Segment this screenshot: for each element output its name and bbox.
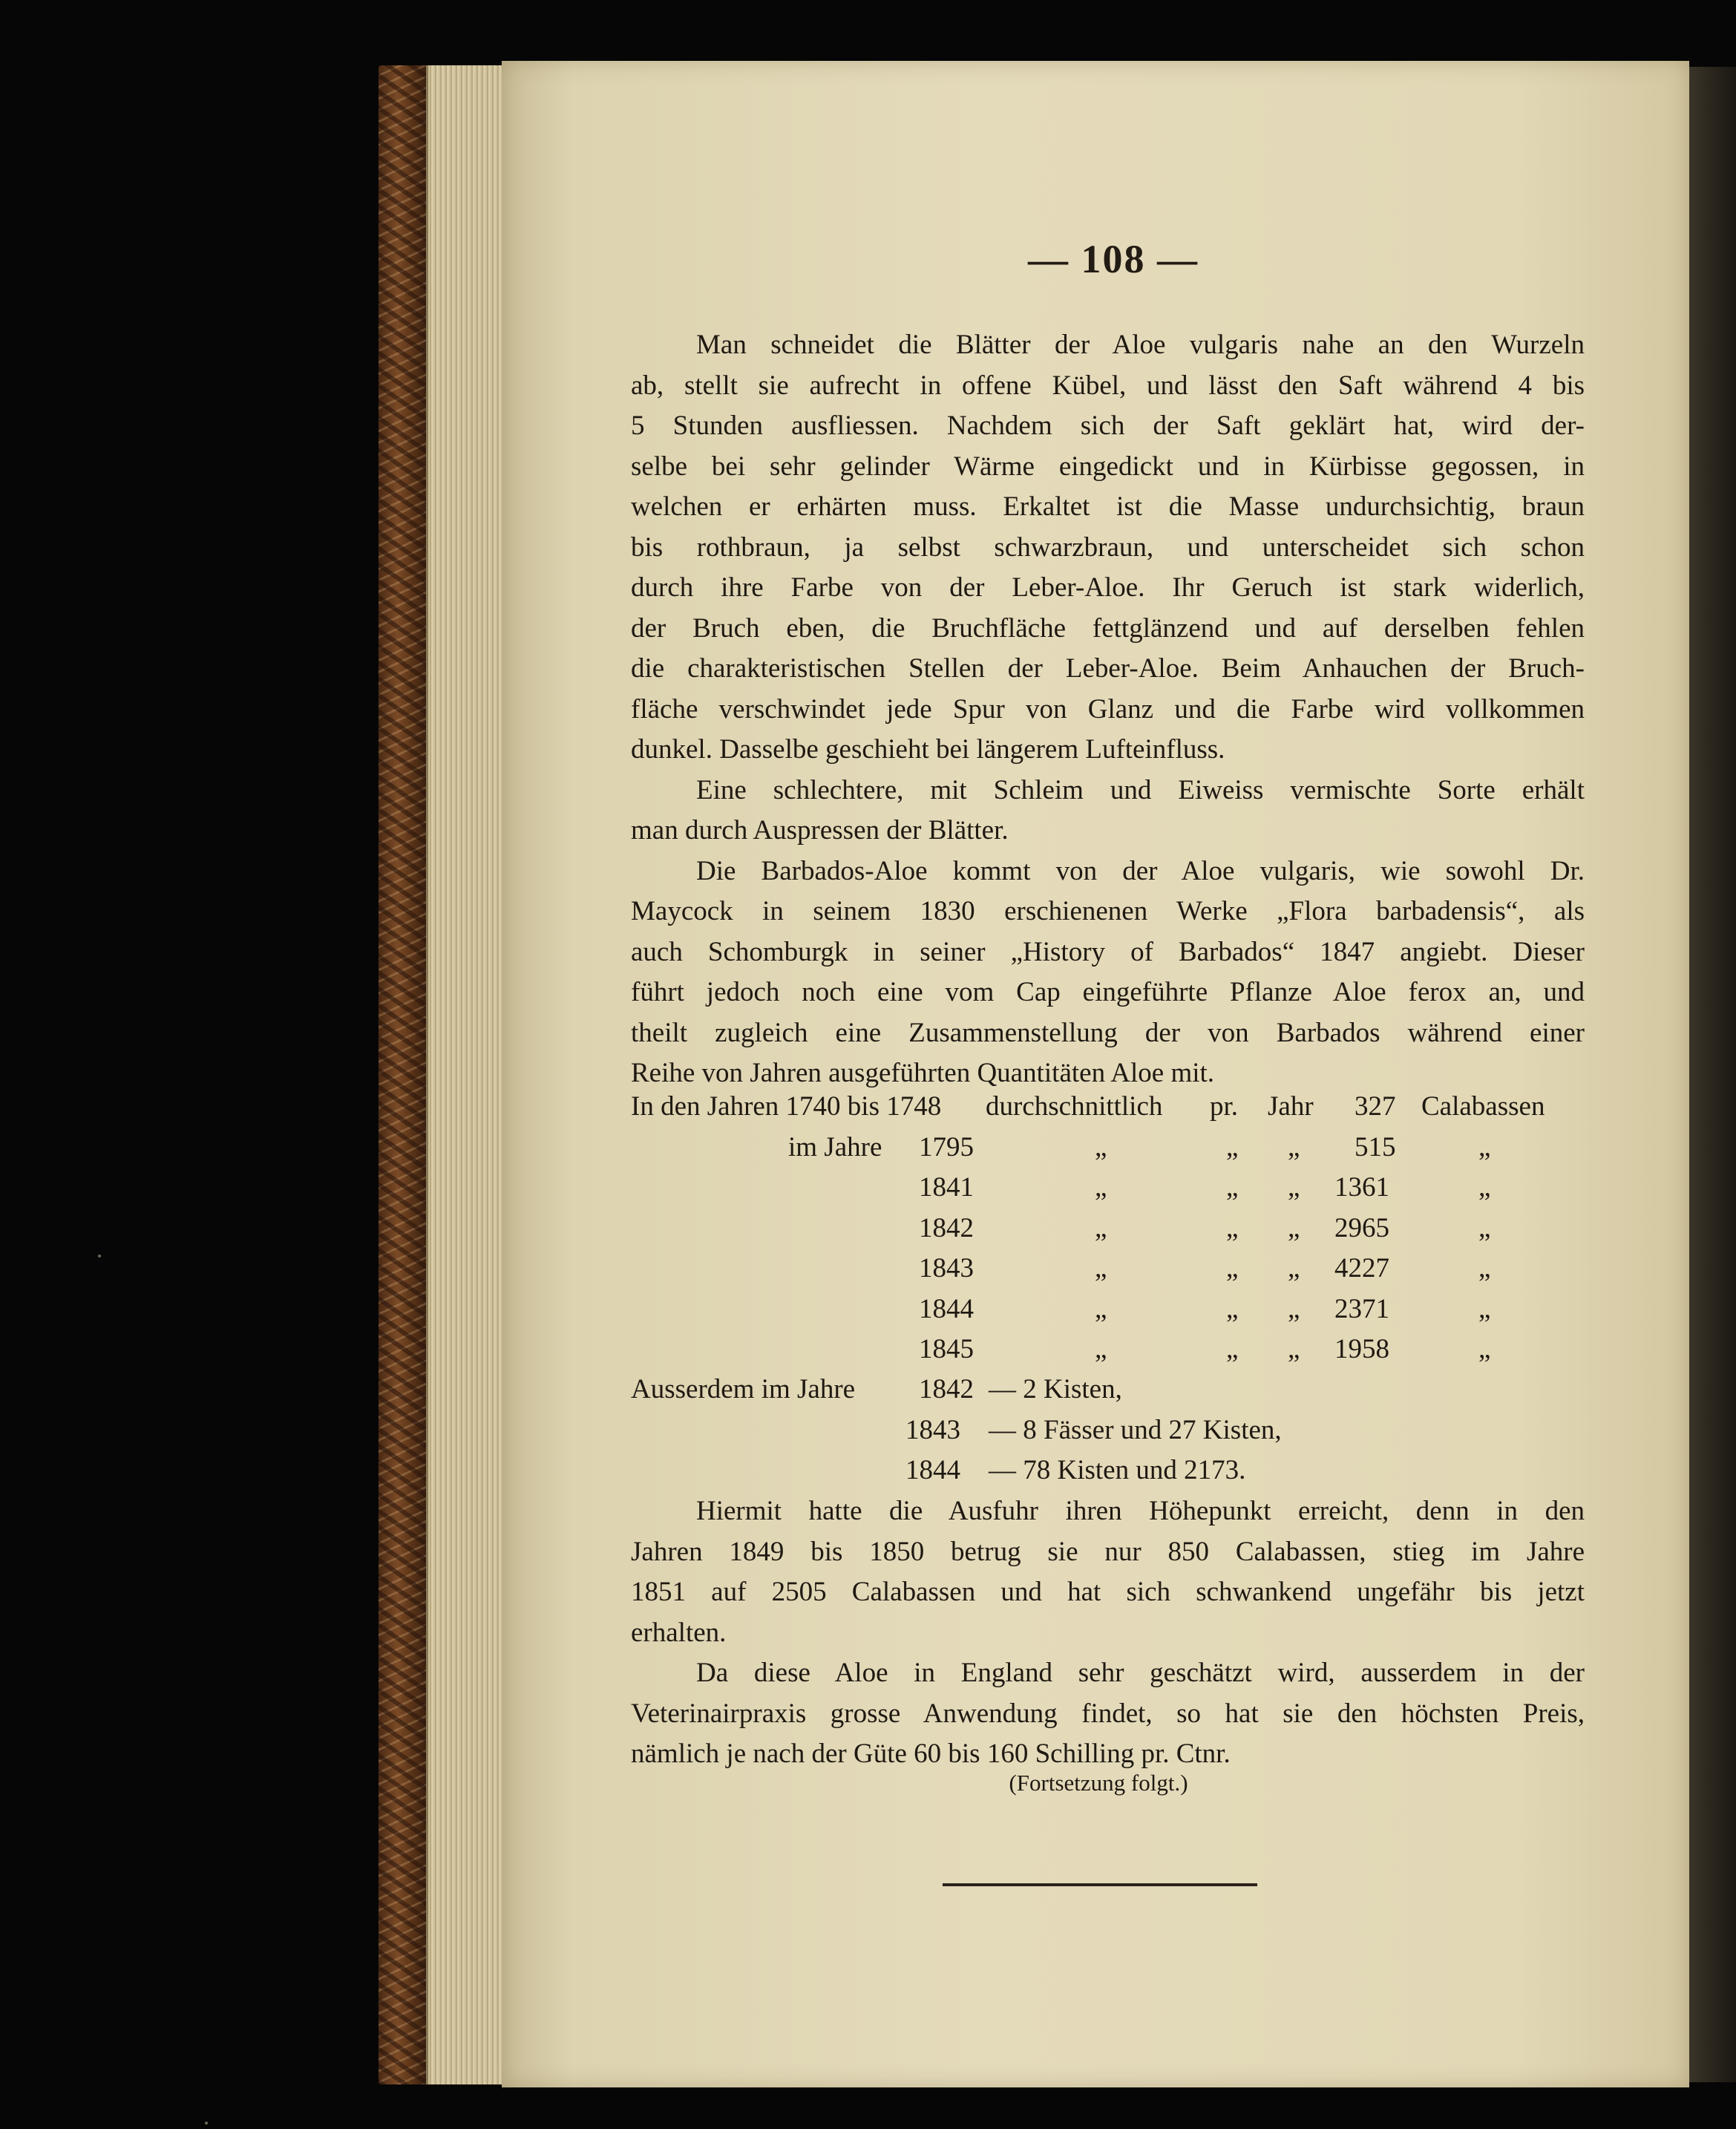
text-line: auch Schomburgk in seiner „History of Barbados“ 1847 angiebt. Dieser — [631, 936, 1585, 967]
table-row — [631, 1451, 1596, 1491]
ditto-mark: „ — [1288, 1172, 1300, 1203]
paragraph — [631, 851, 1585, 1094]
additional-year: 1843 — [905, 1414, 960, 1445]
table-pr: pr. — [1210, 1091, 1239, 1122]
paragraph — [631, 771, 1585, 851]
text-line: Da diese Aloe in England sehr geschätzt wird, ausserdem in der — [696, 1658, 1585, 1688]
table-lead: im Jahre — [788, 1131, 882, 1162]
text-line: erhalten. — [631, 1617, 727, 1648]
table-year: 1845 — [919, 1334, 974, 1364]
ditto-mark: „ — [1288, 1293, 1300, 1324]
table-lead: In den Jahren 1740 bis 1748 — [631, 1091, 942, 1122]
ditto-mark: „ — [1095, 1172, 1107, 1203]
ditto-mark: „ — [1095, 1334, 1107, 1364]
text-line: die charakteristischen Stellen der Leber-Aloe. Beim Anhauchen der Bruch- — [631, 653, 1585, 684]
ditto-mark: „ — [1226, 1131, 1239, 1162]
gutter-shadow — [1689, 67, 1736, 2082]
ditto-mark: „ — [1288, 1253, 1300, 1283]
table-value: 515 — [1355, 1131, 1396, 1162]
ditto-mark: „ — [1478, 1212, 1491, 1243]
table-value: 2371 — [1334, 1293, 1389, 1324]
body-text — [631, 325, 1585, 1094]
table-year: 1843 — [919, 1253, 974, 1283]
text-line: ab, stellt sie aufrecht in offene Kübel, und lässt den Saft während 4 bis — [631, 370, 1585, 401]
table-row — [631, 1330, 1596, 1370]
table-row — [631, 1289, 1596, 1330]
table-row — [631, 1128, 1596, 1168]
text-line: Veterinairpraxis grosse Anwendung findet, so hat sie den höchsten Preis, — [631, 1698, 1585, 1729]
text-line: Hiermit hatte die Ausfuhr ihren Höhepunkt erreicht, denn in den — [696, 1496, 1585, 1526]
page-block-edge — [426, 65, 504, 2084]
text-line: fläche verschwindet jede Spur von Glanz und die Farbe wird vollkommen — [631, 693, 1585, 725]
ditto-mark: „ — [1288, 1212, 1300, 1243]
ditto-mark: „ — [1226, 1253, 1239, 1283]
ditto-mark: „ — [1095, 1212, 1107, 1243]
paragraph — [631, 1653, 1585, 1775]
table-row — [631, 1209, 1596, 1249]
table-value: 327 — [1355, 1091, 1396, 1122]
ditto-mark: „ — [1288, 1131, 1300, 1162]
text-line: welchen er erhärten muss. Erkaltet ist die Masse undurchsichtig, braun — [631, 491, 1585, 522]
text-line: man durch Auspressen der Blätter. — [631, 815, 1009, 846]
additional-exports — [631, 1370, 1596, 1491]
ditto-mark: „ — [1226, 1293, 1239, 1324]
table-value: 2965 — [1334, 1212, 1389, 1243]
table-value: 1361 — [1334, 1172, 1389, 1203]
table-year: 1842 — [919, 1212, 974, 1243]
table-year: 1841 — [919, 1172, 974, 1203]
ditto-mark: „ — [1226, 1212, 1239, 1243]
table-value: 4227 — [1334, 1253, 1389, 1283]
table-row — [631, 1168, 1596, 1209]
text-line: nämlich je nach der Güte 60 bis 160 Schilling pr. Ctnr. — [631, 1739, 1231, 1769]
text-line: Jahren 1849 bis 1850 betrug sie nur 850 Calabassen, stieg im Jahre — [631, 1536, 1585, 1567]
text-line: Man schneidet die Blätter der Aloe vulgaris nahe an den Wurzeln — [696, 330, 1585, 360]
dust-speck — [205, 2122, 208, 2125]
text-line: dunkel. Dasselbe geschieht bei längerem Lufteinfluss. — [631, 734, 1225, 765]
table-unit: Calabassen — [1421, 1091, 1545, 1122]
additional-year: 1842 — [919, 1374, 974, 1404]
ditto-mark: „ — [1095, 1293, 1107, 1324]
table-jahr: Jahr — [1268, 1091, 1314, 1122]
ditto-mark: „ — [1478, 1334, 1491, 1364]
end-rule — [943, 1883, 1257, 1886]
table-row — [631, 1410, 1596, 1451]
text-line: Eine schlechtere, mit Schleim und Eiweiss vermischte Sorte erhält — [696, 774, 1585, 805]
text-line: 5 Stunden ausfliessen. Nachdem sich der Saft geklärt hat, wird der- — [631, 411, 1585, 441]
table-label: durchschnittlich — [986, 1091, 1163, 1122]
ditto-mark: „ — [1478, 1131, 1491, 1162]
text-line: führt jedoch noch eine vom Cap eingeführte Pflanze Aloe ferox an, und — [631, 977, 1585, 1007]
export-table — [631, 1087, 1596, 1370]
text-line: theilt zugleich eine Zusammenstellung der von Barbados während einer — [631, 1017, 1585, 1048]
continuation-note: (Fortsetzung folgt.) — [1009, 1770, 1188, 1796]
closing-text — [631, 1491, 1585, 1775]
additional-text: — 2 Kisten, — [989, 1374, 1122, 1404]
ditto-mark: „ — [1226, 1334, 1239, 1364]
ditto-mark: „ — [1226, 1172, 1239, 1203]
table-value: 1958 — [1334, 1334, 1389, 1364]
ditto-mark: „ — [1478, 1293, 1491, 1324]
text-line: durch ihre Farbe von der Leber-Aloe. Ihr Geruch ist stark widerlich, — [631, 572, 1585, 603]
table-year: 1795 — [919, 1131, 974, 1162]
paragraph — [631, 325, 1585, 771]
ditto-mark: „ — [1478, 1253, 1491, 1283]
table-row — [631, 1249, 1596, 1289]
ditto-mark: „ — [1288, 1334, 1300, 1364]
text-line: selbe bei sehr gelinder Wärme eingedickt und in Kürbisse gegossen, in — [631, 451, 1585, 482]
table-row — [631, 1087, 1596, 1128]
ditto-mark: „ — [1095, 1131, 1107, 1162]
additional-lead: Ausserdem im Jahre — [631, 1374, 856, 1404]
additional-text: — 8 Fässer und 27 Kisten, — [989, 1414, 1282, 1445]
text-line: der Bruch eben, die Bruchfläche fettglänzend und auf derselben fehlen — [631, 612, 1585, 644]
text-line: Reihe von Jahren ausgeführten Quantitäten Aloe mit. — [631, 1058, 1215, 1088]
table-row — [631, 1370, 1596, 1410]
additional-text: — 78 Kisten und 2173. — [989, 1455, 1246, 1485]
text-line: 1851 auf 2505 Calabassen und hat sich schwankend ungefähr bis jetzt — [631, 1577, 1585, 1607]
table-year: 1844 — [919, 1293, 974, 1324]
marbled-book-edge — [379, 65, 426, 2084]
text-line: Maycock in seinem 1830 erschienenen Werke „Flora barbadensis“, als — [631, 896, 1585, 926]
page-number: — 108 — — [1028, 237, 1199, 281]
paragraph — [631, 1491, 1585, 1653]
dust-speck — [98, 1255, 101, 1258]
text-line: bis rothbraun, ja selbst schwarzbraun, und unterscheidet sich schon — [631, 532, 1585, 563]
ditto-mark: „ — [1095, 1253, 1107, 1283]
text-line: Die Barbados-Aloe kommt von der Aloe vulgaris, wie sowohl Dr. — [696, 855, 1585, 886]
ditto-mark: „ — [1478, 1172, 1491, 1203]
additional-year: 1844 — [905, 1455, 960, 1485]
